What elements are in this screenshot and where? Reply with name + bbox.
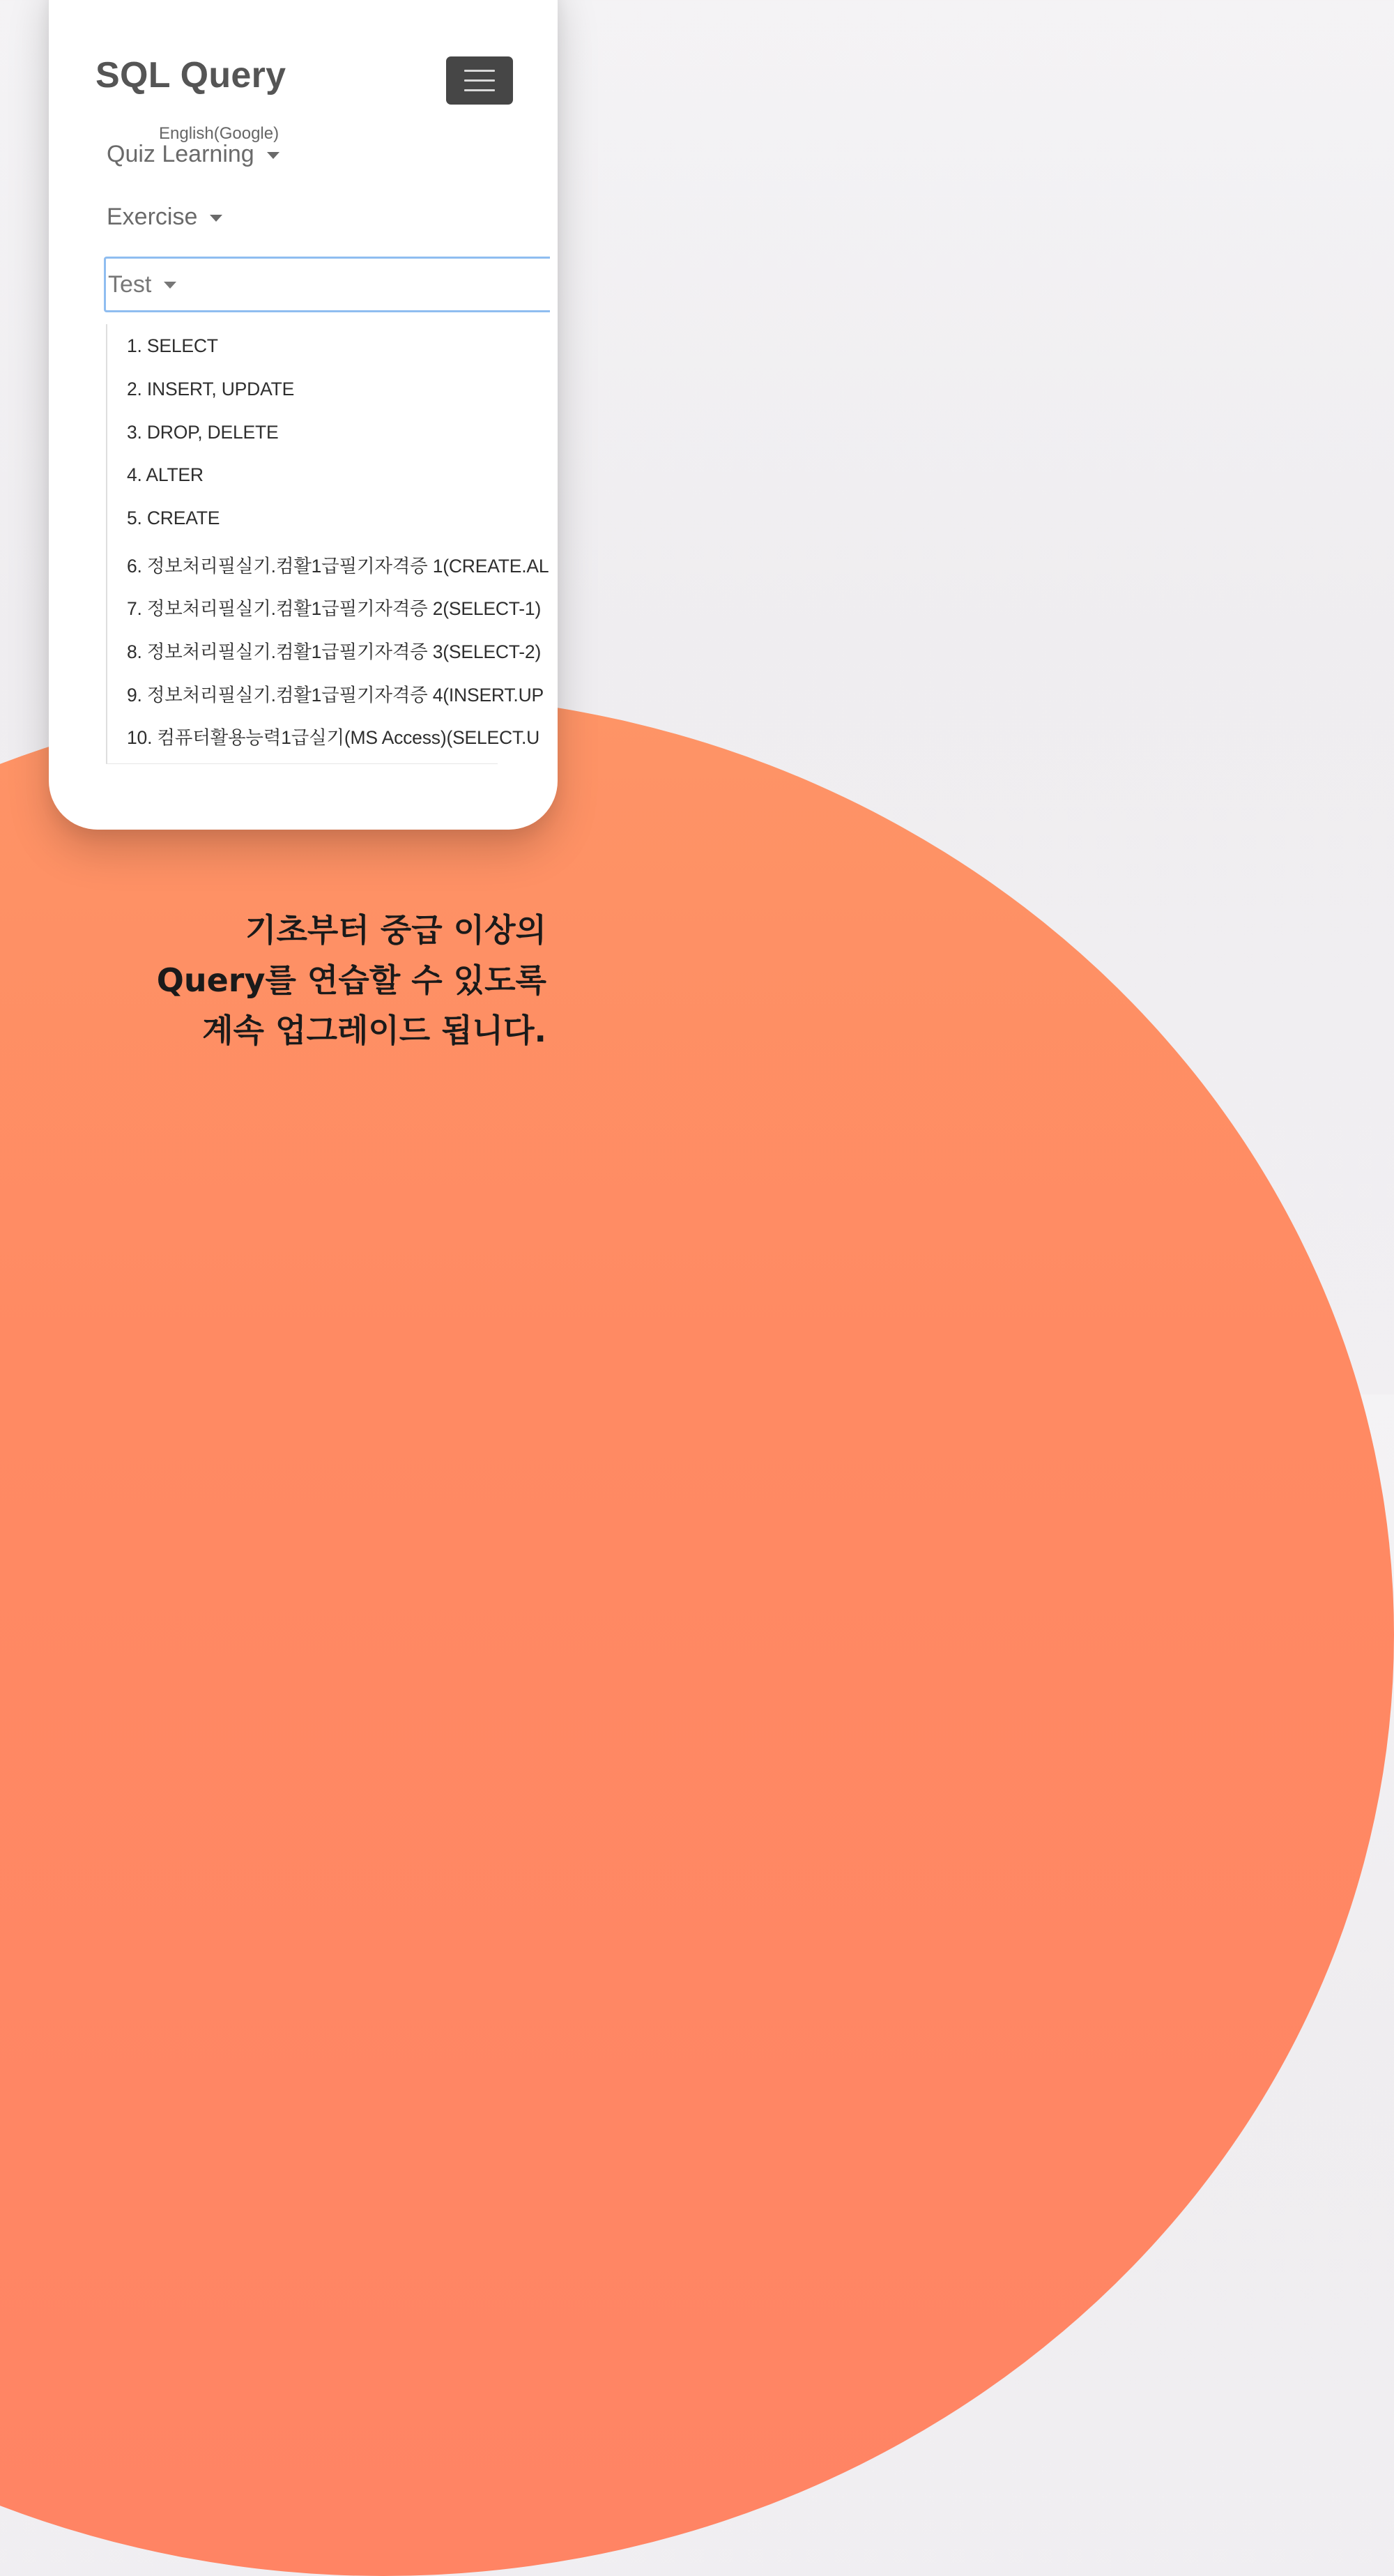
promo-caption: [157, 905, 546, 1055]
dropdown-item[interactable]: 3. DROP, DELETE: [127, 422, 279, 443]
dropdown-item[interactable]: 4. ALTER: [127, 464, 204, 485]
dropdown-item[interactable]: 10. 컴퓨터활용능력1급실기(MS Access)(SELECT.U: [127, 727, 540, 748]
brand-title[interactable]: SQL Query: [95, 55, 286, 96]
dropdown-item[interactable]: 7. 정보처리필실기.컴활1급필기자격증 2(SELECT-1): [127, 598, 542, 619]
hamburger-icon-bar: [464, 70, 495, 72]
nav-exercise-label: Exercise: [107, 204, 198, 230]
hamburger-icon-bar: [464, 79, 495, 82]
nav-test[interactable]: [104, 257, 550, 312]
test-dropdown-menu: [106, 324, 549, 764]
dropdown-item[interactable]: 9. 정보처리필실기.컴활1급필기자격증 4(INSERT.UP: [127, 685, 544, 706]
phone-screen: [49, 0, 558, 830]
dropdown-item[interactable]: 6. 정보처리필실기.컴활1급필기자격증 1(CREATE.AL: [127, 556, 549, 577]
language-link[interactable]: English(Google): [159, 124, 279, 143]
nav-test-label: Test: [108, 270, 152, 298]
hamburger-icon-bar: [464, 89, 495, 91]
dropdown-item[interactable]: 1. SELECT: [127, 335, 218, 356]
caret-down-icon: [210, 215, 222, 222]
caret-down-icon: [164, 282, 176, 289]
nav-quiz-learning[interactable]: [107, 141, 279, 168]
hamburger-menu-button[interactable]: [446, 56, 513, 105]
dropdown-item[interactable]: 2. INSERT, UPDATE: [127, 379, 295, 399]
caret-down-icon: [267, 152, 279, 159]
promo-line: 계속 업그레이드 됩니다.: [202, 1012, 546, 1049]
nav-quiz-learning-label: Quiz Learning: [107, 141, 254, 167]
dropdown-item[interactable]: 5. CREATE: [127, 508, 220, 528]
dropdown-item[interactable]: 8. 정보처리필실기.컴활1급필기자격증 3(SELECT-2): [127, 641, 542, 662]
promo-line: 기초부터 중급 이상의: [245, 911, 546, 949]
promo-line: Query를 연습할 수 있도록: [156, 961, 546, 999]
nav-exercise[interactable]: [107, 204, 222, 231]
